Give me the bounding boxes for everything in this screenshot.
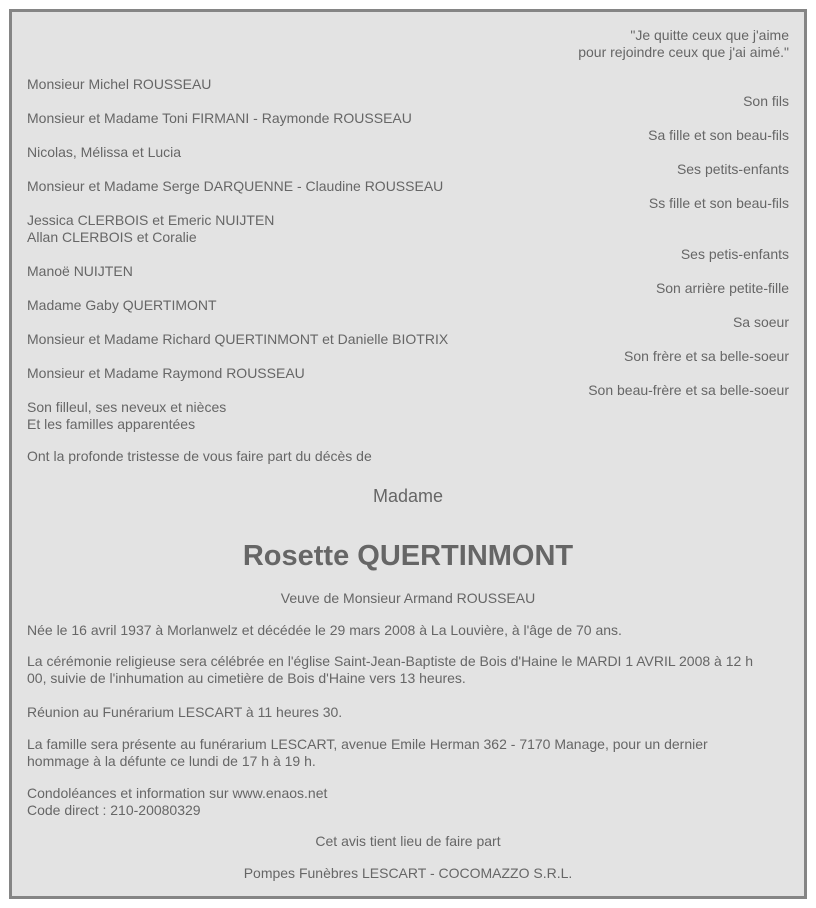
extended-family-line-2: Et les familles apparentées xyxy=(27,416,196,432)
presence-line-1: La famille sera présente au funérarium LESCART, avenue Emile Herman 362 - 7170 Manage, pour un dernier xyxy=(27,736,708,752)
family-relation: Ses petis-enfants xyxy=(680,246,789,262)
extended-family-line-1: Son filleul, ses neveux et nièces xyxy=(27,399,227,415)
deceased-title: Madame xyxy=(372,486,444,506)
family-relation: Ses petits-enfants xyxy=(676,161,789,177)
family-relation: Son frère et sa belle-soeur xyxy=(624,348,789,364)
birth-death: Née le 16 avril 1937 à Morlanwelz et décédée le 29 mars 2008 à La Louvière, à l'âge de 70 ans. xyxy=(27,622,622,638)
obituary-card xyxy=(9,9,807,899)
deceased-name: Rosette QUERTINMONT xyxy=(242,540,574,572)
quote-line-2: pour rejoindre ceux que j'ai aimé." xyxy=(578,44,789,60)
family-name: Nicolas, Mélissa et Lucia xyxy=(27,144,182,160)
family-relation: Son fils xyxy=(743,93,789,109)
notice: Cet avis tient lieu de faire part xyxy=(315,833,501,849)
family-name: Monsieur et Madame Toni FIRMANI - Raymonde ROUSSEAU xyxy=(27,110,412,126)
ceremony-line-1: La cérémonie religieuse sera célébrée en l'église Saint-Jean-Baptiste de Bois d'Haine le MARDI 1 AVRIL 2008 à 12 h xyxy=(27,653,753,669)
widow-of: Veuve de Monsieur Armand ROUSSEAU xyxy=(280,590,536,606)
family-name: Manoë NUIJTEN xyxy=(27,263,133,279)
announcement: Ont la profonde tristesse de vous faire part du décès de xyxy=(27,448,372,464)
family-name: Monsieur et Madame Serge DARQUENNE - Claudine ROUSSEAU xyxy=(27,178,444,194)
family-relation: Sa fille et son beau-fils xyxy=(648,127,789,143)
family-name-2: Allan CLERBOIS et Coralie xyxy=(27,229,197,245)
funeral-home: Pompes Funèbres LESCART - COCOMAZZO S.R.L. xyxy=(243,865,573,881)
family-name: Monsieur Michel ROUSSEAU xyxy=(27,76,212,92)
family-name: Jessica CLERBOIS et Emeric NUIJTEN xyxy=(27,212,275,228)
family-relation: Sa soeur xyxy=(732,314,789,330)
presence-line-2: hommage à la défunte ce lundi de 17 h à 19 h. xyxy=(27,753,316,769)
ceremony-line-2: 00, suivie de l'inhumation au cimetière de Bois d'Haine vers 13 heures. xyxy=(27,670,466,686)
family-relation: Son arrière petite-fille xyxy=(655,280,789,296)
family-name: Monsieur et Madame Raymond ROUSSEAU xyxy=(27,365,305,381)
reunion: Réunion au Funérarium LESCART à 11 heures 30. xyxy=(27,704,343,720)
direct-code: Code direct : 210-20080329 xyxy=(27,802,201,818)
family-relation: Son beau-frère et sa belle-soeur xyxy=(588,382,789,398)
quote-line-1: "Je quitte ceux que j'aime xyxy=(630,27,789,43)
family-name: Monsieur et Madame Richard QUERTINMONT et Danielle BIOTRIX xyxy=(27,331,449,347)
family-relation: Ss fille et son beau-fils xyxy=(648,195,789,211)
family-name: Madame Gaby QUERTIMONT xyxy=(27,297,217,313)
condolences-link-text: Condoléances et information sur www.enaos.net xyxy=(27,785,328,801)
